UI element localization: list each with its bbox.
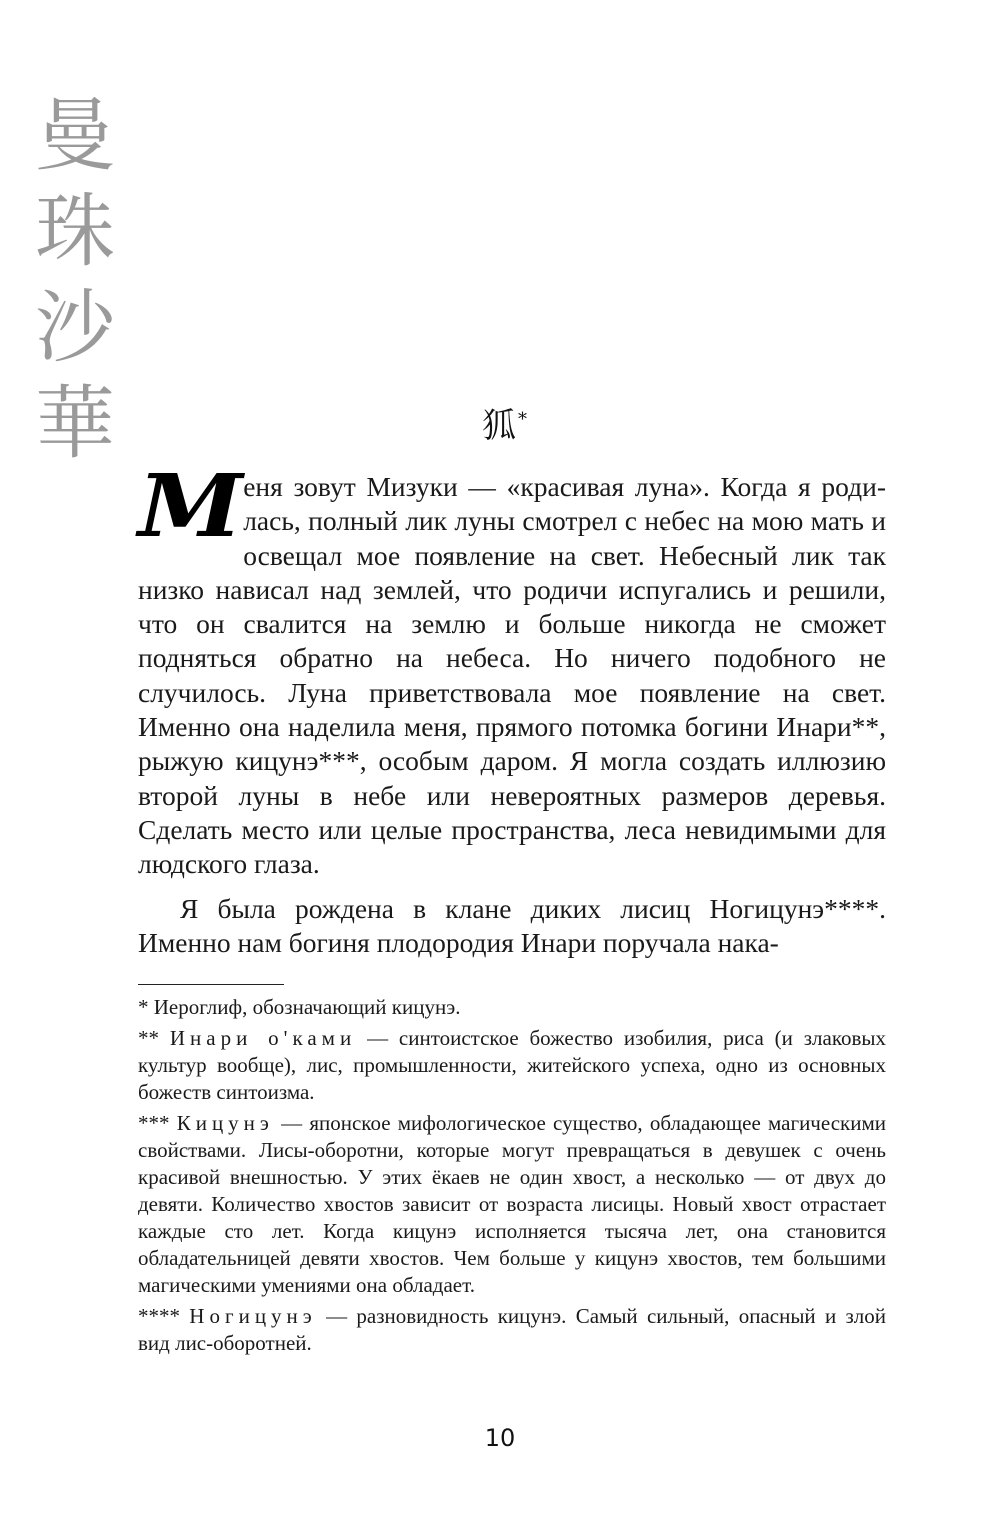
footnote-2-marker: ** [138,1026,159,1050]
side-title-char-3: 沙 [35,281,115,374]
footnote-divider [138,984,284,985]
page-number: 10 [484,1424,516,1452]
paragraph-1-text: еня зовут Мизуки — «красивая луна». Когда я родилась, полный лик луны смотрел с небес на мою мать и освещал мое появление на свет. Небесный лик так низко нависал над землей, что родичи испугались и решили, что он свалится на землю и больше никогда не сможет подняться обратно на небеса. Но ничего подобного не случилось. Луна приветствовала мое появление на свет. Именно она наделила меня, прямого потомка богини Инари**, рыжую кицунэ***, особым даром. Я могла создать иллюзию второй луны в небе или невероятных размеров деревья. Сделать место или целые пространства, леса невидимыми для людского глаза. [138,471,886,880]
side-title-char-4: 華 [35,377,115,470]
footnote-4 [138,1303,886,1357]
chapter-footnote-ref: * [518,408,527,430]
footnote-3-term: Кицунэ [176,1111,274,1135]
paragraph-1 [138,456,886,882]
main-text [138,456,886,960]
side-title-vertical [30,88,120,472]
chapter-glyph: 狐 [482,406,516,446]
footnote-2-term: Инари о'ками [169,1026,357,1050]
footnote-3 [138,1110,886,1299]
side-title-char-2: 珠 [35,185,115,278]
footnote-2-text: — синтоистское божество изобилия, риса (и злаковых культур вообще), лис, промышленности, житейского успеха, одно из основных божеств синтоизма. [138,1026,887,1104]
footnote-1 [138,994,886,1021]
footnote-2 [138,1025,886,1106]
footnote-3-marker: *** [138,1111,170,1135]
footnotes [138,994,886,1361]
drop-cap: М [138,456,243,557]
footnote-4-term: Ногицунэ [189,1304,317,1328]
footnote-4-marker: **** [138,1304,180,1328]
footnote-1-marker: * [138,995,149,1019]
chapter-mark [482,398,527,447]
footnote-1-text: Иероглиф, обозначающий кицунэ. [153,995,461,1019]
footnote-3-text: — японское мифологическое существо, обладающее магическими свойствами. Лисы-оборотни, которые могут превращаться в девушек с очень красивой внешностью. У этих ёкаев не один хвост, а несколько — от двух до девяти. Количество хвостов зависит от возраста лисицы. Новый хвост отрастает каждые сто лет. Когда кицунэ исполняется тысяча лет, она становится обладательницей девяти хвостов. Чем больше у кицунэ хвостов, тем большими магическими умениями она обладает. [138,1111,887,1297]
paragraph-2: Я была рождена в клане диких лисиц Ногицунэ****. Именно нам богиня плодородия Инари поручала нака- [138,892,886,958]
footnote-4-text: — разновидность кицунэ. Самый сильный, опасный и злой вид лис-оборотней. [138,1304,887,1355]
side-title-char-1: 曼 [35,89,115,182]
